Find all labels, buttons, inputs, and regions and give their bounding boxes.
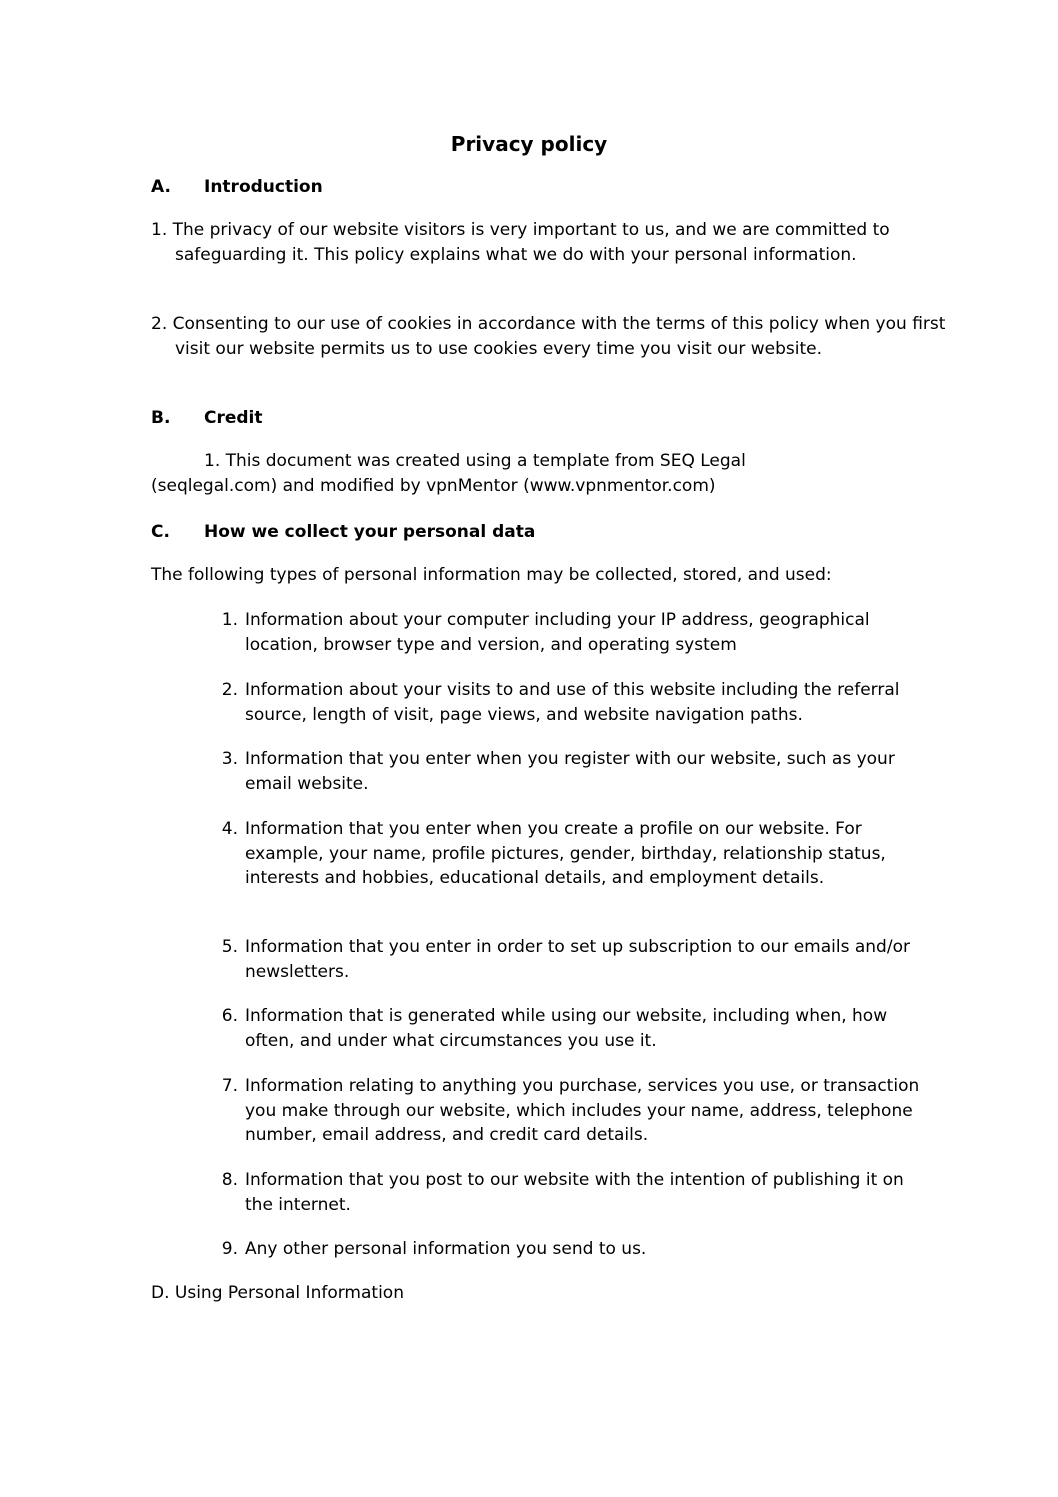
list-item-text: Information that you enter in order to set up subscription to our emails and/or newsletters. <box>245 937 910 982</box>
list-item-number: 7. <box>221 1076 238 1096</box>
credit-line-1: 1. This document was created using a template from SEQ Legal <box>204 451 746 471</box>
section-b-title: Credit <box>204 408 263 428</box>
credit-line-2: (seqlegal.com) and modified by vpnMentor (www.vpnmentor.com) <box>151 476 716 496</box>
list-item-number: 3. <box>221 749 238 769</box>
section-c-heading <box>151 520 535 545</box>
list-item <box>208 1074 928 1148</box>
section-c-letter: C. <box>151 522 170 542</box>
list-item-text: Information that you post to our website with the intention of publishing it on the internet. <box>245 1170 904 1215</box>
list-item-text: Information that is generated while using our website, including when, how often, and under what circumstances you use it. <box>245 1006 888 1051</box>
intro-paragraph-2: 2. Consenting to our use of cookies in accordance with the terms of this policy when you first visit our website permits us to use cookies every time you visit our website. <box>151 314 946 359</box>
section-a-heading <box>151 175 323 200</box>
list-item-number: 2. <box>221 680 238 700</box>
intro-paragraph-1: 1. The privacy of our website visitors is very important to us, and we are committed to safeguarding it. This policy explains what we do with your personal information. <box>151 220 890 265</box>
section-a-title: Introduction <box>204 177 323 197</box>
list-item-text: Information that you enter when you register with our website, such as your email website. <box>245 749 895 794</box>
section-d-heading: D. Using Personal Information <box>151 1283 404 1303</box>
list-item-text: Information about your visits to and use of this website including the referral source, length of visit, page views, and website navigation paths. <box>245 680 900 725</box>
page-title: Privacy policy <box>450 132 608 156</box>
list-item <box>208 747 928 796</box>
section-c-intro: The following types of personal information may be collected, stored, and used: <box>151 565 832 585</box>
list-item <box>208 1168 928 1217</box>
list-item <box>208 608 928 657</box>
list-item-text: Any other personal information you send to us. <box>245 1239 647 1259</box>
list-item-number: 1. <box>221 610 238 630</box>
list-item-number: 9. <box>221 1239 238 1259</box>
section-c-title: How we collect your personal data <box>204 522 536 542</box>
section-a-letter: A. <box>151 177 171 197</box>
list-item <box>208 935 928 984</box>
list-item-text: Information about your computer including your IP address, geographical location, browser type and version, and operating system <box>245 610 870 655</box>
list-item-number: 6. <box>221 1006 238 1026</box>
list-item-number: 5. <box>221 937 238 957</box>
list-item-number: 4. <box>221 819 238 839</box>
list-item-text: Information that you enter when you create a profile on our website. For example, your name, profile pictures, gender, birthday, relationship status, interests and hobbies, educational details, and employment details. <box>245 819 886 888</box>
list-item-number: 8. <box>221 1170 238 1190</box>
list-item-text: Information relating to anything you purchase, services you use, or transaction you make through our website, which includes your name, address, telephone number, email address, and credit card details. <box>245 1076 920 1145</box>
list-item <box>208 678 928 727</box>
list-item <box>208 1237 928 1262</box>
section-b-letter: B. <box>151 408 171 428</box>
list-item <box>208 817 928 891</box>
list-item <box>208 1004 928 1053</box>
section-b-heading <box>151 406 263 431</box>
